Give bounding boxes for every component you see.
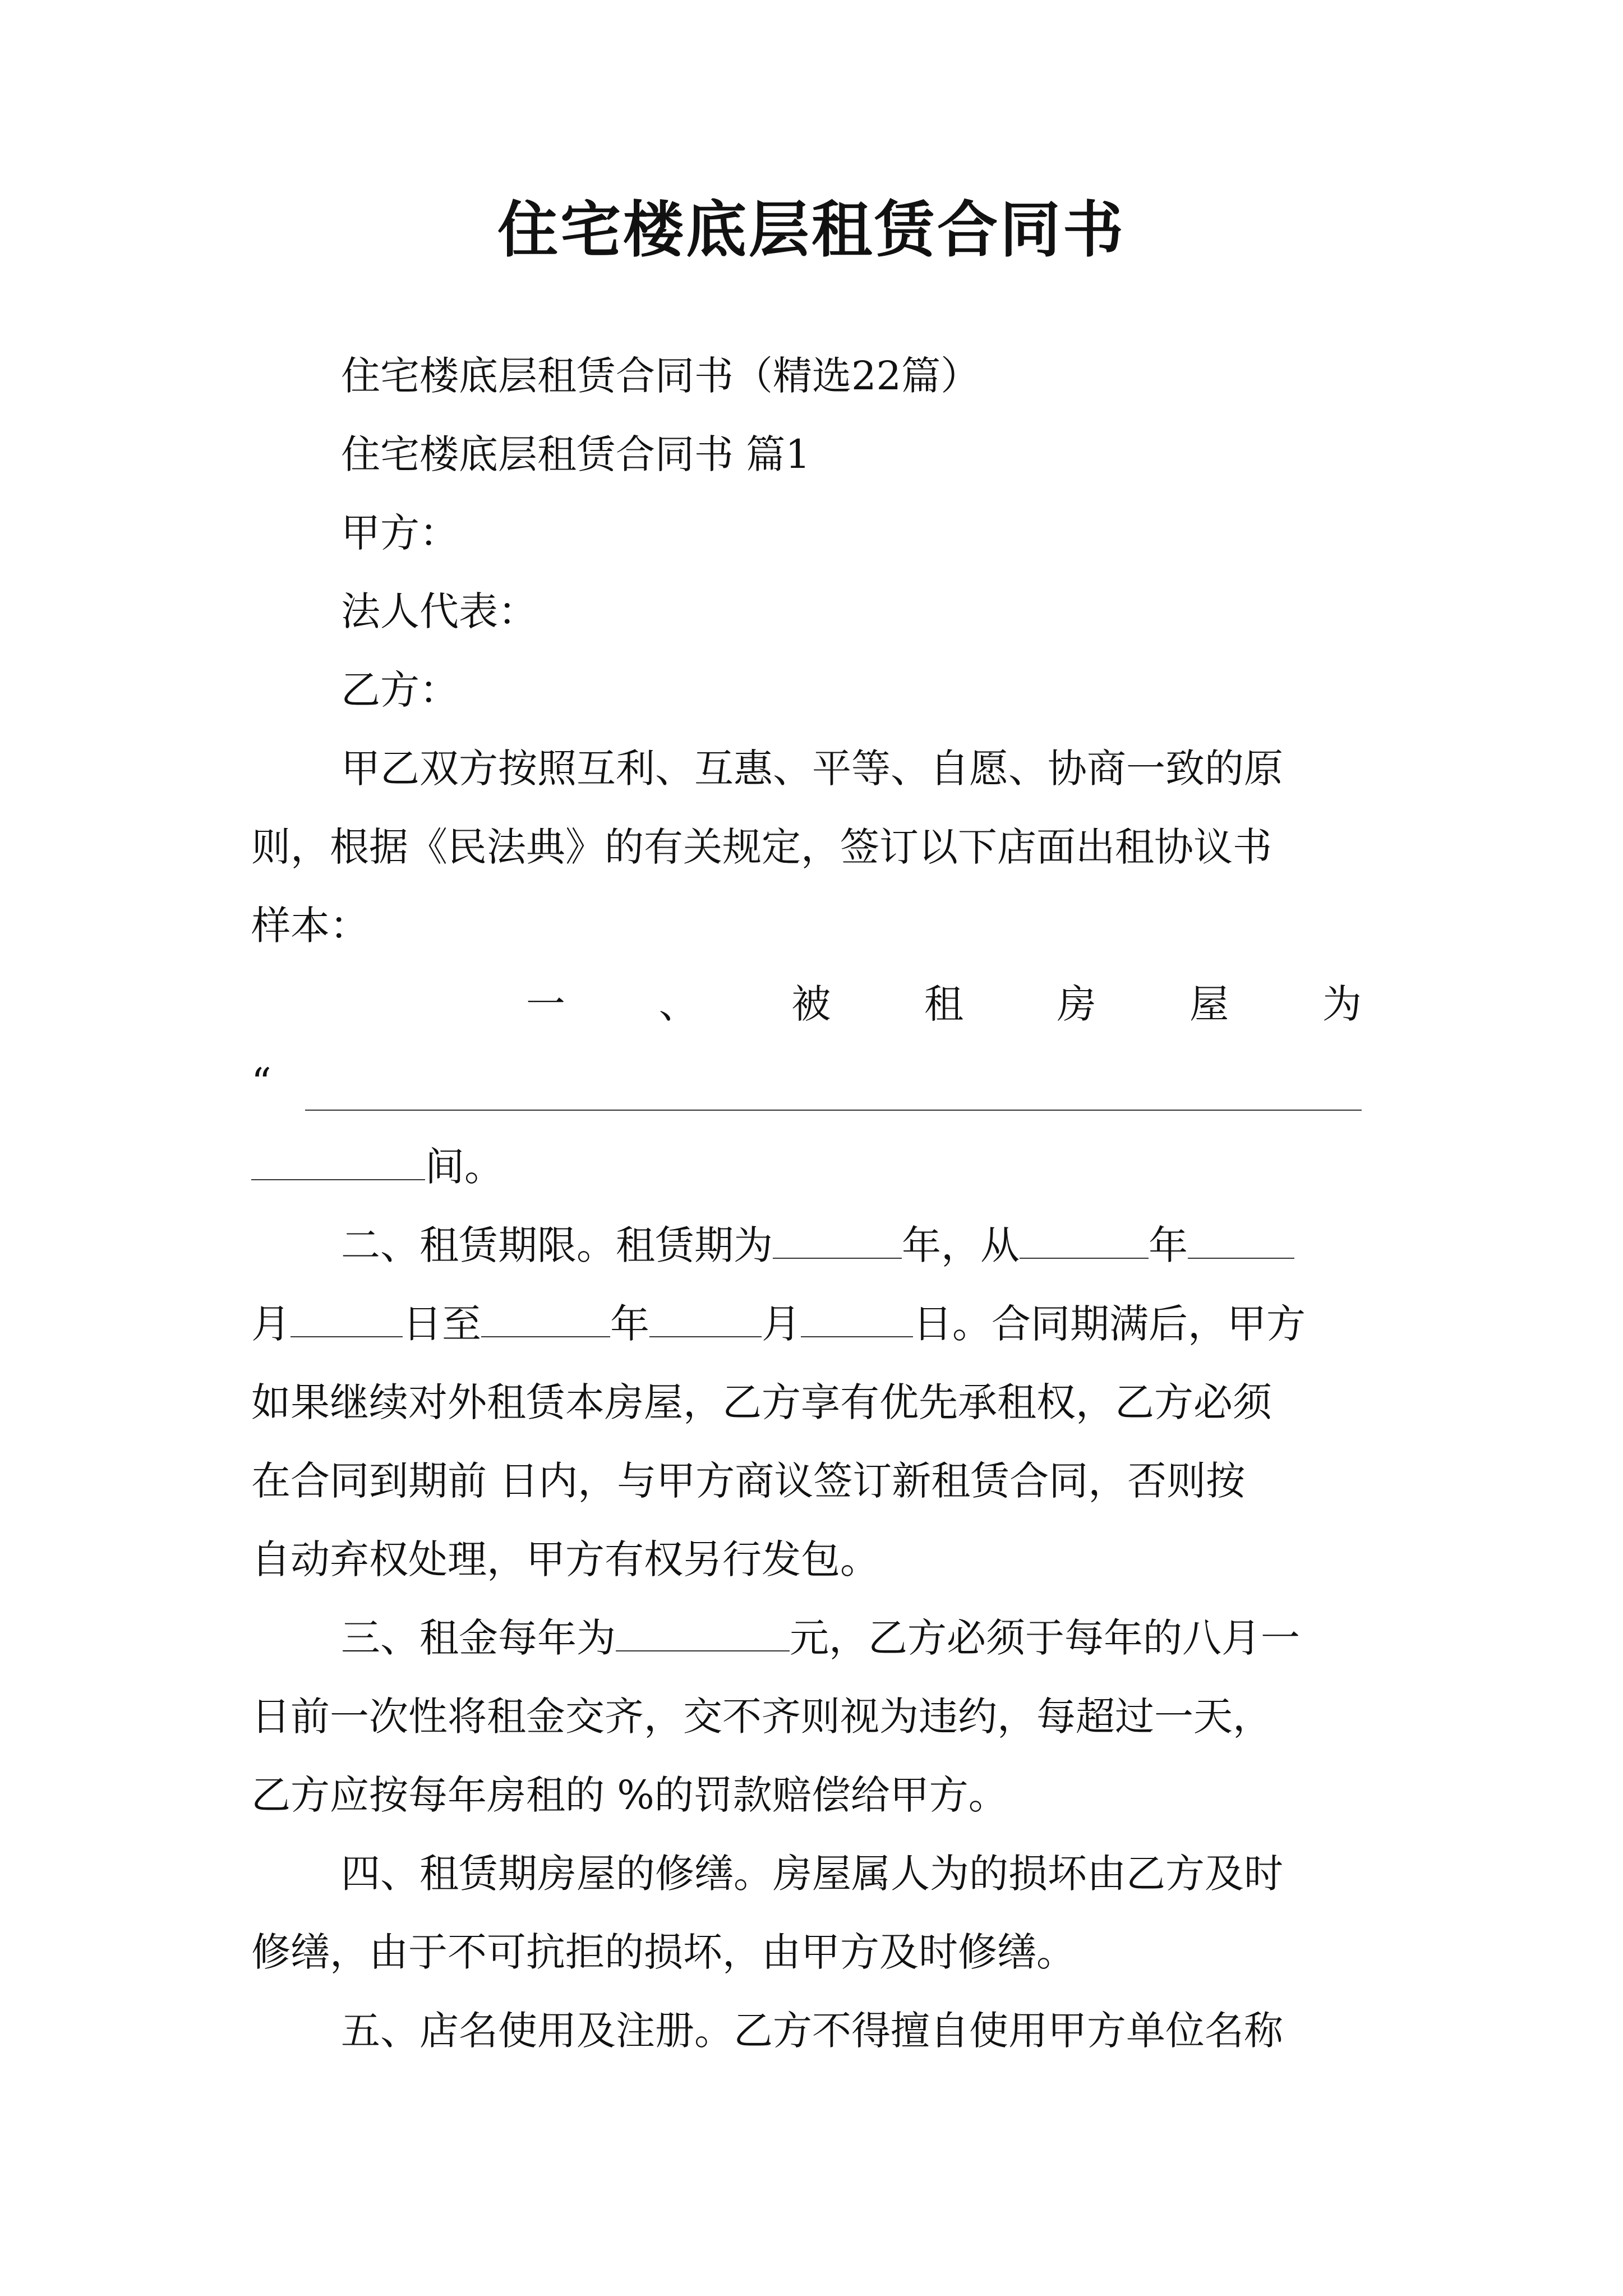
clause-2-text: 年: [1149, 1222, 1188, 1268]
clause-2-text: 二、租赁期限。租赁期为: [341, 1222, 773, 1268]
blank-underline: [305, 1070, 1362, 1111]
blank-underline: [481, 1299, 610, 1337]
paragraph-line: 四、租赁期房屋的修缮。房屋属人为的损坏由乙方及时: [341, 1851, 1283, 1897]
blank-underline: [649, 1299, 762, 1337]
section-heading: 住宅楼底层租赁合同书 篇1: [341, 431, 810, 477]
clause-2-text: 年，从: [902, 1222, 1020, 1268]
clause-2-text: 月: [762, 1301, 801, 1347]
clause-1-char: 租: [924, 981, 963, 1027]
clause-2-line: [251, 1296, 1373, 1352]
clause-1-char: 、: [658, 981, 698, 1027]
blank-underline: [801, 1299, 913, 1337]
clause-3-line: [251, 1610, 1463, 1666]
paragraph-line: 五、店名使用及注册。乙方不得擅自使用甲方单位名称: [341, 2008, 1283, 2054]
clause-1-end: [251, 1139, 1373, 1195]
clause-1-char: 为: [1322, 981, 1362, 1027]
clause-3-text: 元，乙方必须于每年的八月一: [790, 1615, 1300, 1661]
paragraph-line: 自动弃权处理，甲方有权另行发包。: [251, 1536, 879, 1582]
blank-underline: [251, 1142, 425, 1180]
paragraph-line: 甲乙双方按照互利、互惠、平等、自愿、协商一致的原: [341, 746, 1283, 792]
clause-1-char: 被: [791, 981, 831, 1027]
clause-1-char: 房: [1057, 981, 1096, 1027]
quote-blank-line: [251, 1055, 1362, 1111]
clause-1-line: [251, 976, 1362, 1032]
clause-3-text: 三、租金每年为: [341, 1615, 616, 1661]
blank-underline: [616, 1613, 790, 1651]
blank-underline: [773, 1221, 902, 1259]
clause-2-text: 日。合同期满后，甲方: [913, 1301, 1306, 1347]
party-a-label: 甲方：: [341, 510, 459, 556]
paragraph-line: 则，根据《民法典》的有关规定，签订以下店面出租协议书: [251, 824, 1272, 870]
open-quote: “: [251, 1060, 271, 1106]
clause-1-end-text: 间。: [425, 1144, 504, 1190]
party-b-label: 乙方：: [341, 667, 459, 713]
paragraph-line: 日前一次性将租金交齐，交不齐则视为违约，每超过一天，: [251, 1694, 1272, 1740]
clause-1-char: 一: [526, 981, 565, 1027]
paragraph-line: 乙方应按每年房租的 %的罚款赔偿给甲方。: [251, 1772, 1008, 1818]
paragraph-line: 在合同到期前 日内，与甲方商议签订新租赁合同，否则按: [251, 1458, 1246, 1504]
subtitle-line: 住宅楼底层租赁合同书（精选22篇）: [341, 353, 980, 399]
paragraph-line: 样本：: [251, 903, 369, 949]
blank-underline: [291, 1299, 403, 1337]
document-title: 住宅楼底层租赁合同书: [497, 195, 1126, 265]
clause-2-text: 月: [251, 1301, 291, 1347]
clause-1-char: 屋: [1189, 981, 1229, 1027]
clause-2-text: 年: [610, 1301, 649, 1347]
blank-underline: [1188, 1221, 1294, 1259]
clause-2-text: 日至: [403, 1301, 481, 1347]
clause-2-line: [251, 1217, 1463, 1273]
blank-underline: [1020, 1221, 1149, 1259]
paragraph-line: 如果继续对外租赁本房屋，乙方享有优先承租权，乙方必须: [251, 1379, 1272, 1425]
paragraph-line: 修缮，由于不可抗拒的损坏，由甲方及时修缮。: [251, 1929, 1076, 1975]
legal-rep-label: 法人代表：: [341, 588, 537, 634]
